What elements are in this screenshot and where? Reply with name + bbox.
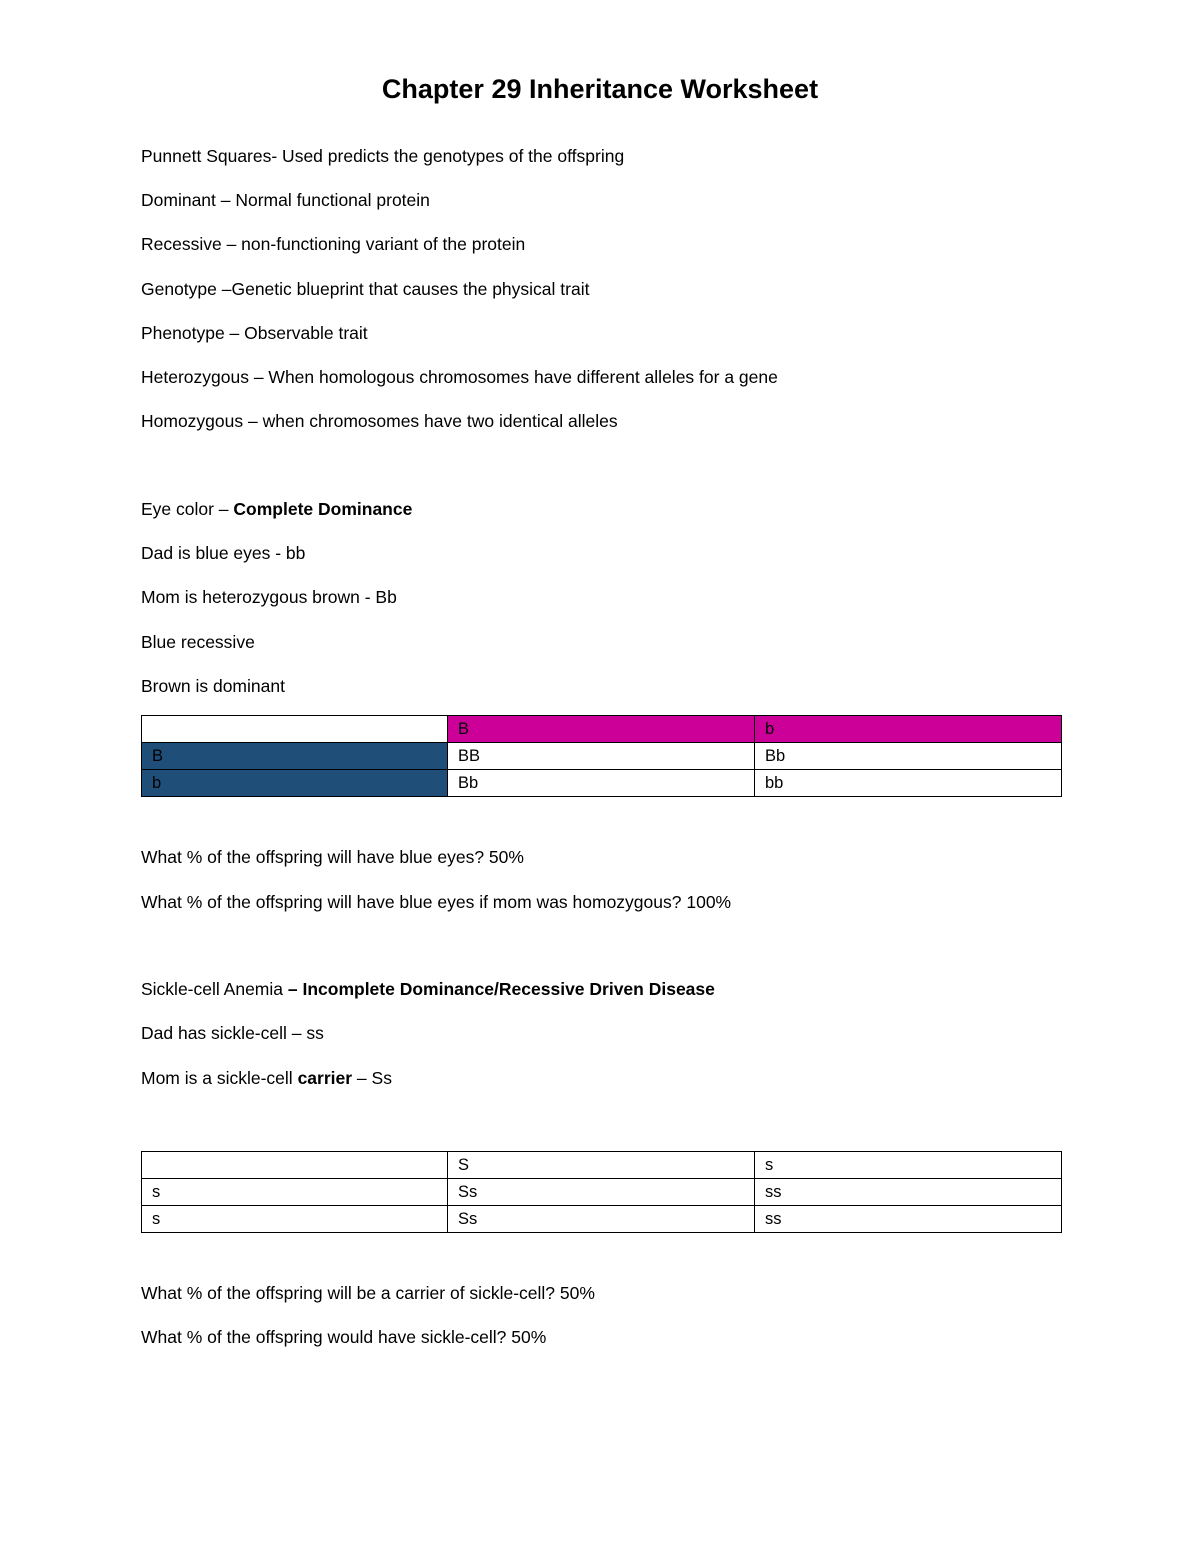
- eye-color-punnett-table: [141, 715, 1062, 797]
- sickle-cell-heading-bold: – Incomplete Dominance/Recessive Driven Disease: [287, 979, 715, 999]
- table-header-cell: s: [755, 1152, 1062, 1179]
- table-header-cell: B: [448, 716, 755, 743]
- table-cell: Bb: [755, 743, 1062, 770]
- eye-color-fact-dad: Dad is blue eyes - bb: [141, 543, 306, 563]
- table-cell: bb: [755, 770, 1062, 797]
- page-title: Chapter 29 Inheritance Worksheet: [381, 74, 819, 104]
- table-row: [142, 1206, 1062, 1233]
- sickle-cell-question-1: What % of the offspring will be a carrier of sickle-cell? 50%: [141, 1283, 595, 1303]
- definition-dominant: Dominant – Normal functional protein: [141, 190, 430, 210]
- table-corner-cell: [142, 716, 448, 743]
- table-row-header-cell: B: [142, 743, 448, 770]
- eye-color-heading: [141, 498, 412, 520]
- table-cell: BB: [448, 743, 755, 770]
- eye-color-question-2: What % of the offspring will have blue eyes if mom was homozygous? 100%: [141, 892, 732, 912]
- definition-heterozygous: Heterozygous – When homologous chromosomes have different alleles for a gene: [141, 367, 778, 387]
- eye-color-fact-brown: Brown is dominant: [141, 676, 285, 696]
- table-cell: Ss: [448, 1179, 755, 1206]
- table-cell: ss: [755, 1179, 1062, 1206]
- definition-phenotype: Phenotype – Observable trait: [141, 323, 368, 343]
- table-row: [142, 1179, 1062, 1206]
- eye-color-heading-bold: Complete Dominance: [233, 499, 413, 519]
- definition-homozygous: Homozygous – when chromosomes have two identical alleles: [141, 411, 618, 431]
- sickle-cell-heading: [141, 978, 715, 1000]
- table-cell: Ss: [448, 1206, 755, 1233]
- table-corner-cell: [142, 1152, 448, 1179]
- eye-color-fact-blue: Blue recessive: [141, 632, 255, 652]
- eye-color-fact-mom: Mom is heterozygous brown - Bb: [141, 587, 397, 607]
- sickle-cell-mom-suffix: – Ss: [352, 1068, 392, 1088]
- definition-punnett-squares: Punnett Squares- Used predicts the genotypes of the offspring: [141, 146, 625, 166]
- sickle-cell-heading-prefix: Sickle-cell Anemia: [141, 979, 288, 999]
- table-row-header-cell: s: [142, 1206, 448, 1233]
- table-row: [142, 770, 1062, 797]
- table-header-row: [142, 1152, 1062, 1179]
- table-cell: ss: [755, 1206, 1062, 1233]
- table-header-cell: b: [755, 716, 1062, 743]
- eye-color-heading-prefix: Eye color –: [141, 499, 234, 519]
- table-header-cell: S: [448, 1152, 755, 1179]
- table-header-row: [142, 716, 1062, 743]
- table-row: [142, 743, 1062, 770]
- sickle-cell-mom: [141, 1067, 392, 1089]
- table-row-header-cell: b: [142, 770, 448, 797]
- table-cell: Bb: [448, 770, 755, 797]
- eye-color-question-1: What % of the offspring will have blue eyes? 50%: [141, 847, 524, 867]
- sickle-cell-question-2: What % of the offspring would have sickle-cell? 50%: [141, 1327, 547, 1347]
- sickle-cell-dad: Dad has sickle-cell – ss: [141, 1023, 324, 1043]
- definition-genotype: Genotype –Genetic blueprint that causes the physical trait: [141, 279, 590, 299]
- table-row-header-cell: s: [142, 1179, 448, 1206]
- definition-recessive: Recessive – non-functioning variant of the protein: [141, 234, 526, 254]
- sickle-cell-mom-bold: carrier: [297, 1068, 353, 1088]
- sickle-cell-mom-prefix: Mom is a sickle-cell: [141, 1068, 298, 1088]
- sickle-cell-punnett-table: [141, 1151, 1062, 1233]
